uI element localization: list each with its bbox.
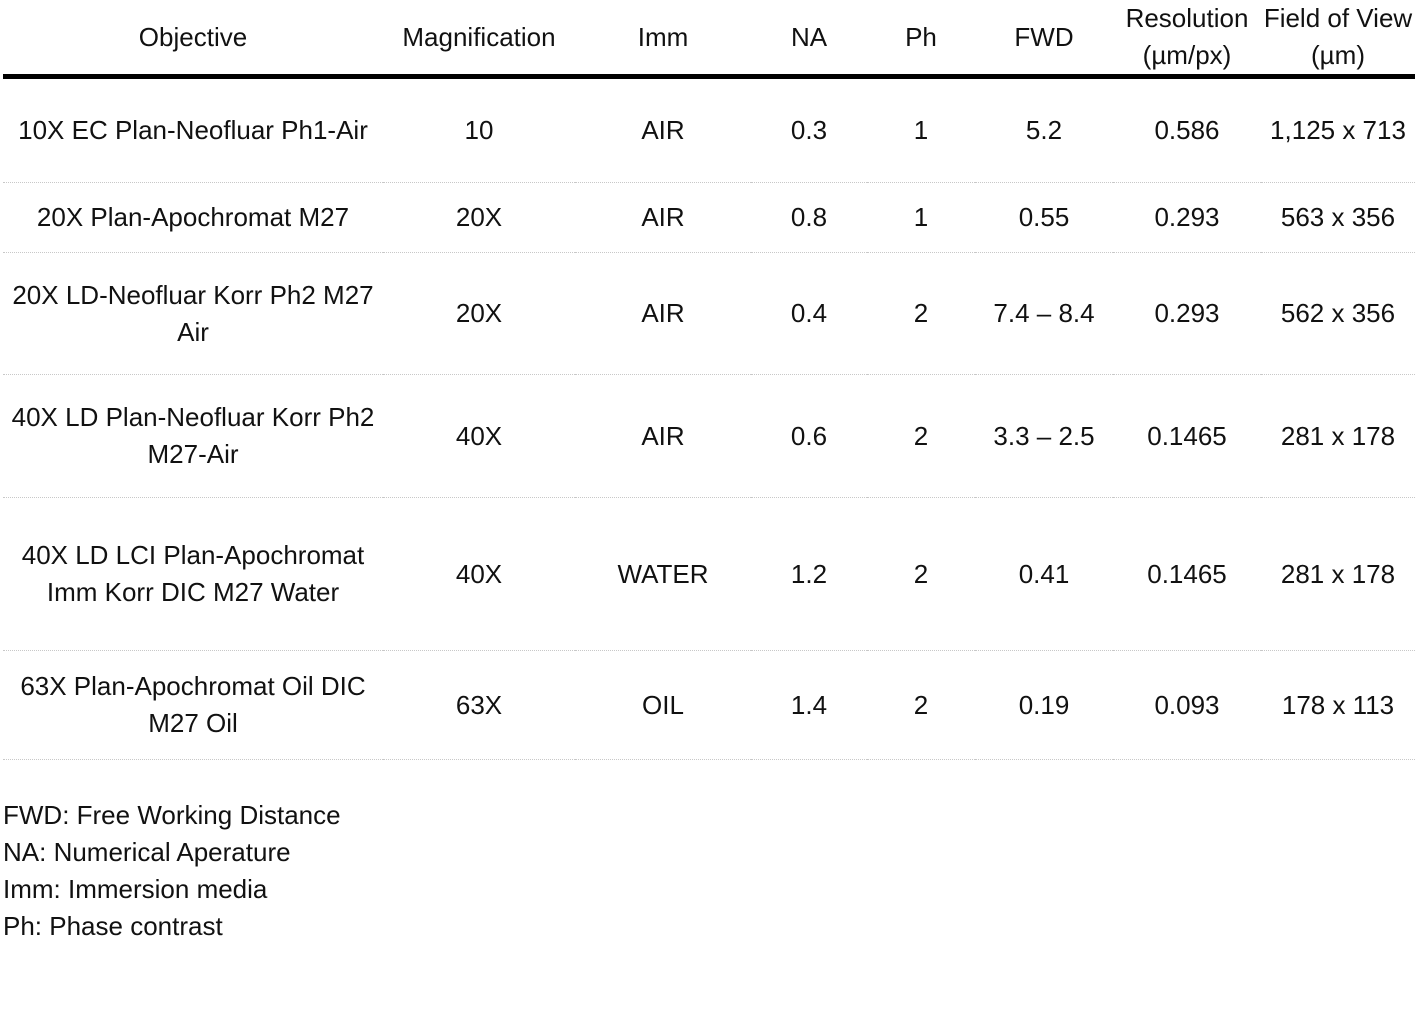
cell-field-of-view: 563 x 356 [1261,183,1415,253]
cell-resolution: 0.586 [1113,77,1261,183]
cell-resolution: 0.1465 [1113,375,1261,498]
cell-field-of-view: 562 x 356 [1261,253,1415,375]
cell-objective: 20X LD-Neofluar Korr Ph2 M27 Air [3,253,383,375]
table-row [3,375,1415,498]
table-row [3,498,1415,651]
cell-resolution: 0.293 [1113,183,1261,253]
header-resolution: Resolution (µm/px) [1113,0,1261,77]
header-fwd: FWD [975,0,1113,77]
note-ph: Ph: Phase contrast [3,911,223,941]
table-row [3,183,1415,253]
cell-ph: 1 [867,77,975,183]
abbreviation-notes [3,797,341,945]
cell-imm: AIR [575,375,751,498]
cell-resolution: 0.293 [1113,253,1261,375]
cell-fwd: 0.41 [975,498,1113,651]
header-ph: Ph [867,0,975,77]
cell-field-of-view: 1,125 x 713 [1261,77,1415,183]
header-field-of-view: Field of View (µm) [1261,0,1415,77]
cell-objective: 63X Plan-Apochromat Oil DIC M27 Oil [3,651,383,760]
header-imm: Imm [575,0,751,77]
cell-field-of-view: 281 x 178 [1261,498,1415,651]
cell-objective: 40X LD Plan-Neofluar Korr Ph2 M27-Air [3,375,383,498]
cell-ph: 2 [867,651,975,760]
cell-magnification: 63X [383,651,575,760]
cell-field-of-view: 281 x 178 [1261,375,1415,498]
cell-magnification: 20X [383,183,575,253]
cell-na: 0.6 [751,375,867,498]
cell-na: 0.4 [751,253,867,375]
cell-imm: WATER [575,498,751,651]
cell-magnification: 20X [383,253,575,375]
cell-magnification: 10 [383,77,575,183]
cell-field-of-view: 178 x 113 [1261,651,1415,760]
note-fwd: FWD: Free Working Distance [3,800,341,830]
cell-fwd: 0.19 [975,651,1113,760]
cell-magnification: 40X [383,498,575,651]
cell-ph: 1 [867,183,975,253]
cell-objective: 20X Plan-Apochromat M27 [3,183,383,253]
cell-ph: 2 [867,375,975,498]
cell-imm: AIR [575,183,751,253]
cell-fwd: 7.4 – 8.4 [975,253,1113,375]
cell-ph: 2 [867,253,975,375]
cell-fwd: 3.3 – 2.5 [975,375,1113,498]
cell-na: 1.4 [751,651,867,760]
table-header-row [3,0,1415,77]
header-na: NA [751,0,867,77]
cell-fwd: 5.2 [975,77,1113,183]
cell-na: 0.8 [751,183,867,253]
cell-na: 1.2 [751,498,867,651]
cell-resolution: 0.093 [1113,651,1261,760]
objectives-table [3,0,1415,760]
cell-imm: AIR [575,253,751,375]
cell-resolution: 0.1465 [1113,498,1261,651]
cell-na: 0.3 [751,77,867,183]
table-row [3,651,1415,760]
cell-objective: 40X LD LCI Plan-Apochromat Imm Korr DIC M27 Water [3,498,383,651]
note-na: NA: Numerical Aperature [3,837,291,867]
cell-imm: AIR [575,77,751,183]
cell-objective: 10X EC Plan-Neofluar Ph1-Air [3,77,383,183]
table-row [3,253,1415,375]
cell-magnification: 40X [383,375,575,498]
cell-ph: 2 [867,498,975,651]
cell-fwd: 0.55 [975,183,1113,253]
cell-imm: OIL [575,651,751,760]
header-objective: Objective [3,0,383,77]
header-magnification: Magnification [383,0,575,77]
objectives-table-container [3,0,1415,760]
table-row [3,77,1415,183]
note-imm: Imm: Immersion media [3,874,268,904]
